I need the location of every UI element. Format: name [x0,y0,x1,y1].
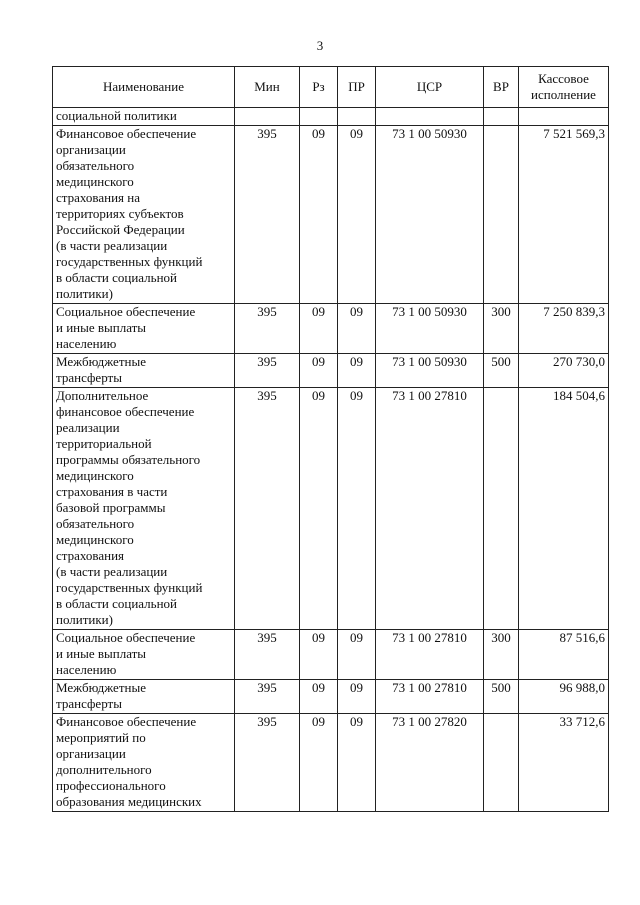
cell-name-line: (в части реализации [56,564,168,579]
cell-amount: 184 504,6 [519,388,609,630]
cell-min: 395 [235,354,300,388]
cell-name-line: и иные выплаты [56,646,147,661]
header-csr: ЦСР [376,67,484,108]
header-rz: Рз [300,67,338,108]
cell-pr: 09 [338,388,376,630]
cell-name-line: образования медицинских [56,794,202,809]
cell-vr [484,126,519,304]
cell-name-line: населению [56,662,117,677]
cell-rz [300,108,338,126]
cell-name-line: медицинского [56,174,134,189]
cell-rz: 09 [300,714,338,812]
cell-name-line: программы обязательного [56,452,201,467]
cell-pr: 09 [338,680,376,714]
cell-csr: 73 1 00 27810 [376,388,484,630]
cell-rz: 09 [300,354,338,388]
cell-name-line: страхования на [56,190,140,205]
cell-name-line: финансовое обеспечение [56,404,195,419]
cell-rz: 09 [300,630,338,680]
cell-name-line: государственных функций [56,254,203,269]
cell-min: 395 [235,388,300,630]
cell-amount: 270 730,0 [519,354,609,388]
cell-name-line: территориальной [56,436,152,451]
cell-csr: 73 1 00 27810 [376,680,484,714]
cell-name-line: страхования в части [56,484,168,499]
cell-rz: 09 [300,304,338,354]
cell-min: 395 [235,304,300,354]
table-row [53,354,609,388]
cell-pr: 09 [338,714,376,812]
cell-csr: 73 1 00 50930 [376,126,484,304]
table-row [53,108,609,126]
cell-pr: 09 [338,354,376,388]
cell-pr: 09 [338,304,376,354]
header-amount-line: исполнение [531,87,596,102]
table-header-row [53,67,609,108]
table-row [53,680,609,714]
cell-name-line: дополнительного [56,762,152,777]
cell-rz: 09 [300,680,338,714]
cell-name [53,304,235,354]
cell-name-line: Межбюджетные [56,680,146,695]
cell-name-line: страхования [56,548,125,563]
cell-name [53,354,235,388]
cell-name-line: мероприятий по [56,730,146,745]
cell-name-line: профессионального [56,778,166,793]
header-name: Наименование [53,67,235,108]
cell-name-line: организации [56,746,126,761]
header-amount [519,67,609,108]
cell-name-line: населению [56,336,117,351]
cell-amount: 7 521 569,3 [519,126,609,304]
cell-csr: 73 1 00 27820 [376,714,484,812]
cell-amount: 33 712,6 [519,714,609,812]
cell-amount [519,108,609,126]
header-amount-line: Кассовое [538,71,589,86]
cell-amount: 7 250 839,3 [519,304,609,354]
cell-min: 395 [235,680,300,714]
cell-name [53,714,235,812]
cell-name-line: Российской Федерации [56,222,185,237]
cell-min: 395 [235,714,300,812]
cell-name-line: государственных функций [56,580,203,595]
cell-name [53,126,235,304]
cell-name-line: (в части реализации [56,238,168,253]
cell-name-line: Социальное обеспечение [56,304,196,319]
cell-name-line: обязательного [56,158,135,173]
cell-name-line: реализации [56,420,120,435]
cell-name-line: Дополнительное [56,388,149,403]
budget-table [52,66,609,812]
cell-vr: 500 [484,680,519,714]
cell-min: 395 [235,630,300,680]
cell-vr [484,714,519,812]
cell-rz: 09 [300,126,338,304]
cell-name-line: в области социальной [56,596,177,611]
cell-vr: 300 [484,304,519,354]
cell-name [53,388,235,630]
table-body [53,108,609,812]
cell-name-line: социальной политики [56,108,177,123]
cell-name-line: политики) [56,612,113,627]
cell-csr: 73 1 00 50930 [376,304,484,354]
cell-amount: 87 516,6 [519,630,609,680]
header-vr: ВР [484,67,519,108]
cell-name-line: обязательного [56,516,135,531]
cell-name-line: трансферты [56,696,122,711]
cell-name-line: трансферты [56,370,122,385]
cell-name-line: Межбюджетные [56,354,146,369]
table-row [53,126,609,304]
cell-pr: 09 [338,630,376,680]
header-pr: ПР [338,67,376,108]
cell-csr [376,108,484,126]
cell-vr [484,108,519,126]
cell-csr: 73 1 00 50930 [376,354,484,388]
cell-pr [338,108,376,126]
cell-vr: 500 [484,354,519,388]
cell-rz: 09 [300,388,338,630]
table-row [53,630,609,680]
cell-pr: 09 [338,126,376,304]
cell-name-line: территориях субъектов [56,206,184,221]
header-min: Мин [235,67,300,108]
page-number: 3 [316,38,324,53]
table-row [53,714,609,812]
cell-vr: 300 [484,630,519,680]
cell-name-line: организации [56,142,126,157]
cell-name-line: Финансовое обеспечение [56,126,197,141]
cell-name-line: и иные выплаты [56,320,147,335]
table-row [53,304,609,354]
table-row [53,388,609,630]
cell-name-line: в области социальной [56,270,177,285]
cell-name-line: медицинского [56,468,134,483]
cell-min: 395 [235,126,300,304]
cell-name-line: медицинского [56,532,134,547]
cell-csr: 73 1 00 27810 [376,630,484,680]
cell-name [53,680,235,714]
cell-name-line: базовой программы [56,500,166,515]
cell-amount: 96 988,0 [519,680,609,714]
cell-name [53,108,235,126]
cell-vr [484,388,519,630]
cell-name [53,630,235,680]
cell-min [235,108,300,126]
cell-name-line: политики) [56,286,113,301]
cell-name-line: Финансовое обеспечение [56,714,197,729]
cell-name-line: Социальное обеспечение [56,630,196,645]
